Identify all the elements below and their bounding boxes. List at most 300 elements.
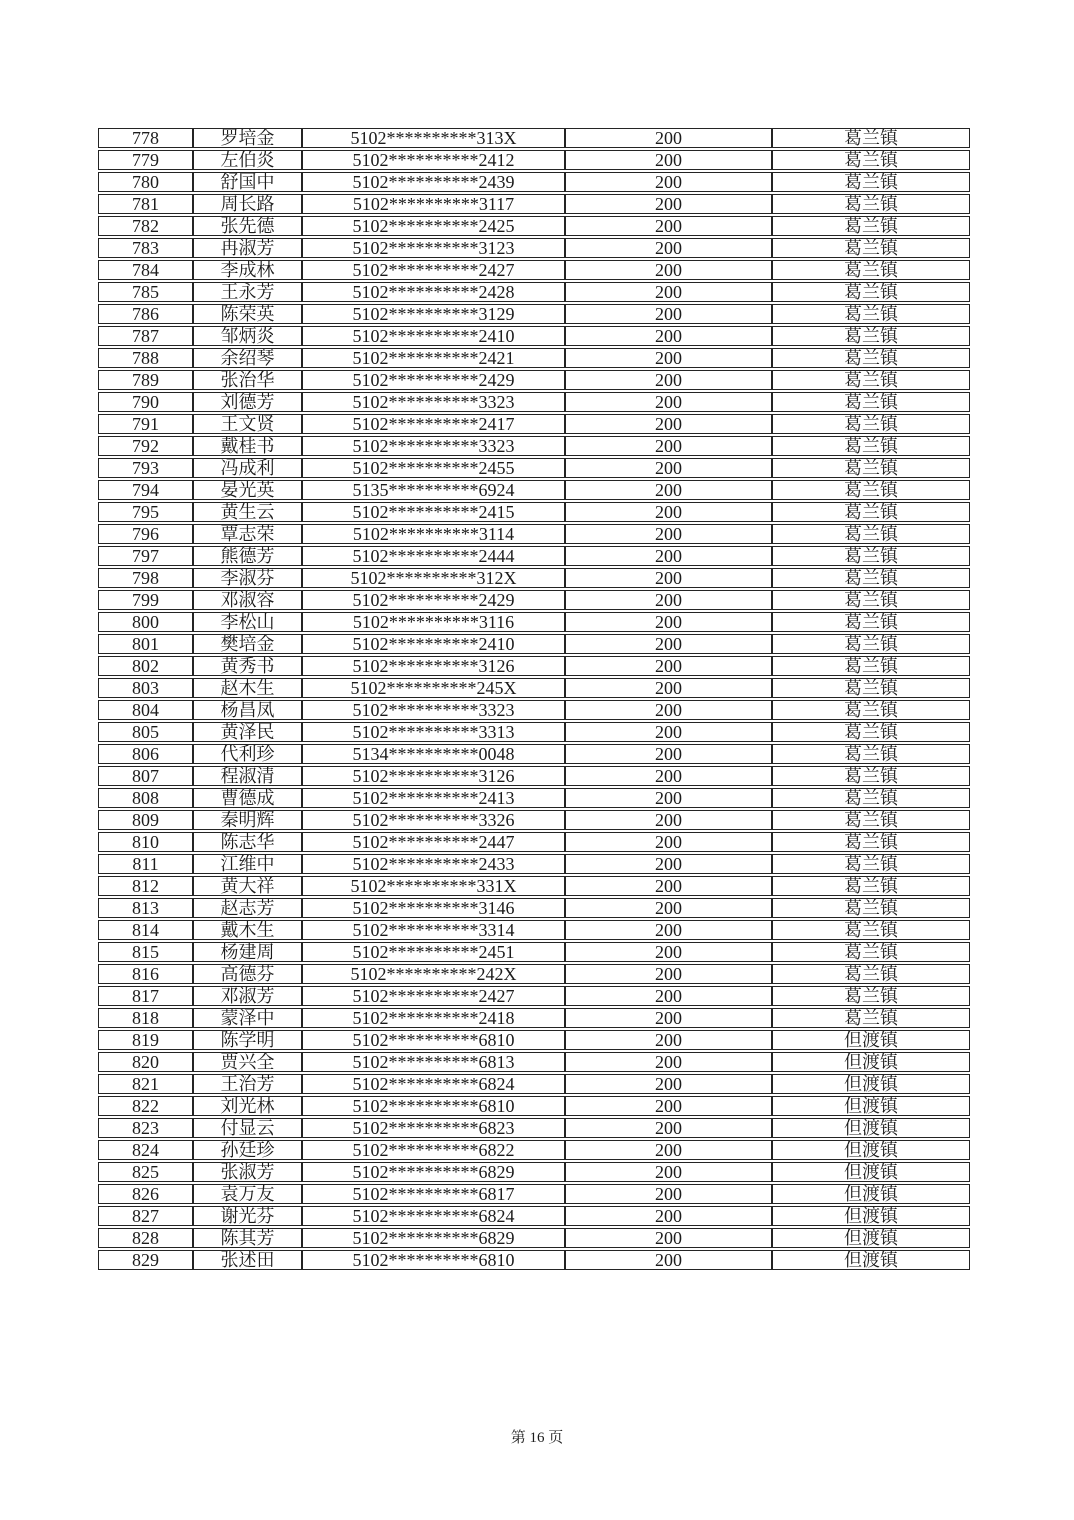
cell-name: 冉淑芳	[193, 238, 302, 258]
cell-name: 李淑芬	[193, 568, 302, 588]
table-row	[98, 832, 970, 852]
cell-index: 802	[98, 656, 193, 676]
cell-name: 邓淑芳	[193, 986, 302, 1006]
table-row	[98, 480, 970, 500]
cell-index: 800	[98, 612, 193, 632]
cell-amount: 200	[565, 150, 772, 170]
table-row	[98, 656, 970, 676]
table-row	[98, 744, 970, 764]
cell-town: 葛兰镇	[772, 700, 970, 720]
cell-id_number: 5102**********2418	[302, 1008, 565, 1028]
cell-town: 葛兰镇	[772, 964, 970, 984]
cell-amount: 200	[565, 392, 772, 412]
cell-name: 黄泽民	[193, 722, 302, 742]
cell-name: 李松山	[193, 612, 302, 632]
cell-index: 796	[98, 524, 193, 544]
cell-town: 葛兰镇	[772, 590, 970, 610]
cell-index: 815	[98, 942, 193, 962]
cell-id_number: 5102**********2421	[302, 348, 565, 368]
cell-name: 左伯炎	[193, 150, 302, 170]
cell-town: 葛兰镇	[772, 898, 970, 918]
cell-index: 789	[98, 370, 193, 390]
cell-id_number: 5102**********3116	[302, 612, 565, 632]
cell-amount: 200	[565, 876, 772, 896]
cell-id_number: 5102**********3126	[302, 766, 565, 786]
cell-town: 葛兰镇	[772, 370, 970, 390]
cell-index: 811	[98, 854, 193, 874]
cell-amount: 200	[565, 370, 772, 390]
cell-id_number: 5102**********6810	[302, 1030, 565, 1050]
cell-town: 葛兰镇	[772, 766, 970, 786]
cell-name: 谢光芬	[193, 1206, 302, 1226]
cell-town: 葛兰镇	[772, 832, 970, 852]
table-row	[98, 392, 970, 412]
cell-index: 779	[98, 150, 193, 170]
cell-town: 葛兰镇	[772, 986, 970, 1006]
cell-town: 葛兰镇	[772, 128, 970, 148]
cell-name: 余绍琴	[193, 348, 302, 368]
cell-name: 张述田	[193, 1250, 302, 1270]
cell-id_number: 5102**********2455	[302, 458, 565, 478]
cell-amount: 200	[565, 348, 772, 368]
cell-name: 戴木生	[193, 920, 302, 940]
cell-name: 黄大祥	[193, 876, 302, 896]
cell-name: 贾兴全	[193, 1052, 302, 1072]
cell-index: 807	[98, 766, 193, 786]
cell-town: 但渡镇	[772, 1228, 970, 1248]
cell-index: 829	[98, 1250, 193, 1270]
cell-town: 葛兰镇	[772, 546, 970, 566]
cell-amount: 200	[565, 1140, 772, 1160]
cell-id_number: 5102**********6829	[302, 1228, 565, 1248]
table-row	[98, 1030, 970, 1050]
cell-amount: 200	[565, 590, 772, 610]
cell-town: 葛兰镇	[772, 172, 970, 192]
cell-amount: 200	[565, 898, 772, 918]
cell-id_number: 5102**********2429	[302, 590, 565, 610]
cell-amount: 200	[565, 810, 772, 830]
table-body	[98, 128, 970, 1270]
cell-name: 樊培金	[193, 634, 302, 654]
cell-amount: 200	[565, 238, 772, 258]
cell-town: 但渡镇	[772, 1206, 970, 1226]
cell-amount: 200	[565, 722, 772, 742]
cell-town: 但渡镇	[772, 1030, 970, 1050]
cell-id_number: 5102**********3117	[302, 194, 565, 214]
cell-town: 但渡镇	[772, 1052, 970, 1072]
table-row	[98, 128, 970, 148]
cell-id_number: 5102**********331X	[302, 876, 565, 896]
cell-name: 赵木生	[193, 678, 302, 698]
cell-index: 783	[98, 238, 193, 258]
cell-id_number: 5102**********2412	[302, 150, 565, 170]
cell-index: 814	[98, 920, 193, 940]
cell-town: 葛兰镇	[772, 788, 970, 808]
cell-amount: 200	[565, 304, 772, 324]
cell-index: 806	[98, 744, 193, 764]
table-row	[98, 964, 970, 984]
cell-amount: 200	[565, 920, 772, 940]
cell-town: 葛兰镇	[772, 304, 970, 324]
table-row	[98, 1162, 970, 1182]
cell-id_number: 5102**********2417	[302, 414, 565, 434]
cell-name: 陈荣英	[193, 304, 302, 324]
table-row	[98, 326, 970, 346]
payment-roster-table	[98, 126, 970, 1272]
cell-amount: 200	[565, 524, 772, 544]
table-row	[98, 568, 970, 588]
cell-id_number: 5102**********2413	[302, 788, 565, 808]
cell-town: 葛兰镇	[772, 392, 970, 412]
cell-id_number: 5102**********2444	[302, 546, 565, 566]
table-row	[98, 1096, 970, 1116]
cell-name: 付显云	[193, 1118, 302, 1138]
cell-amount: 200	[565, 744, 772, 764]
table-row	[98, 590, 970, 610]
cell-id_number: 5102**********312X	[302, 568, 565, 588]
cell-index: 808	[98, 788, 193, 808]
roster-table-container	[98, 126, 970, 1272]
cell-index: 810	[98, 832, 193, 852]
cell-amount: 200	[565, 788, 772, 808]
cell-id_number: 5102**********6824	[302, 1074, 565, 1094]
cell-id_number: 5102**********245X	[302, 678, 565, 698]
cell-name: 陈学明	[193, 1030, 302, 1050]
cell-id_number: 5102**********3323	[302, 436, 565, 456]
table-row	[98, 502, 970, 522]
cell-index: 820	[98, 1052, 193, 1072]
cell-name: 邓淑容	[193, 590, 302, 610]
cell-id_number: 5102**********3126	[302, 656, 565, 676]
cell-amount: 200	[565, 502, 772, 522]
cell-index: 826	[98, 1184, 193, 1204]
cell-name: 杨建周	[193, 942, 302, 962]
cell-id_number: 5102**********2428	[302, 282, 565, 302]
cell-index: 804	[98, 700, 193, 720]
cell-id_number: 5102**********3314	[302, 920, 565, 940]
cell-name: 袁万友	[193, 1184, 302, 1204]
cell-id_number: 5102**********3323	[302, 392, 565, 412]
cell-amount: 200	[565, 1206, 772, 1226]
cell-amount: 200	[565, 986, 772, 1006]
cell-id_number: 5102**********6824	[302, 1206, 565, 1226]
cell-name: 冯成利	[193, 458, 302, 478]
table-row	[98, 1118, 970, 1138]
cell-amount: 200	[565, 1118, 772, 1138]
table-row	[98, 898, 970, 918]
cell-name: 黄秀书	[193, 656, 302, 676]
cell-index: 799	[98, 590, 193, 610]
cell-id_number: 5102**********6823	[302, 1118, 565, 1138]
cell-id_number: 5102**********3326	[302, 810, 565, 830]
table-row	[98, 1250, 970, 1270]
cell-index: 791	[98, 414, 193, 434]
cell-id_number: 5102**********2410	[302, 634, 565, 654]
cell-index: 819	[98, 1030, 193, 1050]
table-row	[98, 546, 970, 566]
cell-town: 葛兰镇	[772, 810, 970, 830]
cell-amount: 200	[565, 1228, 772, 1248]
table-row	[98, 436, 970, 456]
cell-id_number: 5102**********6813	[302, 1052, 565, 1072]
cell-id_number: 5102**********2451	[302, 942, 565, 962]
table-row	[98, 766, 970, 786]
cell-amount: 200	[565, 612, 772, 632]
cell-index: 827	[98, 1206, 193, 1226]
cell-amount: 200	[565, 326, 772, 346]
cell-amount: 200	[565, 1074, 772, 1094]
table-row	[98, 700, 970, 720]
cell-id_number: 5102**********3123	[302, 238, 565, 258]
cell-index: 817	[98, 986, 193, 1006]
cell-amount: 200	[565, 282, 772, 302]
cell-town: 葛兰镇	[772, 282, 970, 302]
cell-amount: 200	[565, 260, 772, 280]
cell-name: 舒国中	[193, 172, 302, 192]
cell-index: 813	[98, 898, 193, 918]
cell-town: 但渡镇	[772, 1184, 970, 1204]
cell-town: 葛兰镇	[772, 414, 970, 434]
cell-name: 王文贤	[193, 414, 302, 434]
cell-id_number: 5102**********2410	[302, 326, 565, 346]
table-row	[98, 260, 970, 280]
cell-index: 784	[98, 260, 193, 280]
table-row	[98, 612, 970, 632]
cell-id_number: 5135**********6924	[302, 480, 565, 500]
cell-index: 778	[98, 128, 193, 148]
cell-amount: 200	[565, 546, 772, 566]
cell-index: 818	[98, 1008, 193, 1028]
cell-id_number: 5102**********6829	[302, 1162, 565, 1182]
cell-amount: 200	[565, 942, 772, 962]
cell-amount: 200	[565, 1162, 772, 1182]
cell-id_number: 5102**********2427	[302, 986, 565, 1006]
cell-id_number: 5102**********3313	[302, 722, 565, 742]
cell-town: 葛兰镇	[772, 458, 970, 478]
cell-name: 熊德芳	[193, 546, 302, 566]
table-row	[98, 1052, 970, 1072]
cell-index: 795	[98, 502, 193, 522]
page-footer	[0, 1426, 1074, 1447]
cell-amount: 200	[565, 128, 772, 148]
cell-town: 葛兰镇	[772, 502, 970, 522]
table-row	[98, 238, 970, 258]
cell-index: 781	[98, 194, 193, 214]
cell-name: 高德芬	[193, 964, 302, 984]
cell-name: 孙廷珍	[193, 1140, 302, 1160]
cell-amount: 200	[565, 1250, 772, 1270]
cell-amount: 200	[565, 854, 772, 874]
cell-amount: 200	[565, 656, 772, 676]
cell-town: 葛兰镇	[772, 568, 970, 588]
cell-index: 809	[98, 810, 193, 830]
cell-amount: 200	[565, 1096, 772, 1116]
cell-town: 葛兰镇	[772, 876, 970, 896]
cell-town: 葛兰镇	[772, 1008, 970, 1028]
cell-name: 晏光英	[193, 480, 302, 500]
cell-index: 821	[98, 1074, 193, 1094]
cell-index: 785	[98, 282, 193, 302]
cell-town: 葛兰镇	[772, 216, 970, 236]
cell-amount: 200	[565, 172, 772, 192]
cell-name: 江维中	[193, 854, 302, 874]
cell-town: 但渡镇	[772, 1096, 970, 1116]
table-row	[98, 1074, 970, 1094]
cell-town: 葛兰镇	[772, 744, 970, 764]
table-row	[98, 1140, 970, 1160]
cell-amount: 200	[565, 678, 772, 698]
cell-name: 王治芳	[193, 1074, 302, 1094]
cell-name: 李成林	[193, 260, 302, 280]
table-row	[98, 1206, 970, 1226]
cell-name: 陈志华	[193, 832, 302, 852]
table-row	[98, 942, 970, 962]
cell-name: 曹德成	[193, 788, 302, 808]
cell-town: 但渡镇	[772, 1162, 970, 1182]
cell-amount: 200	[565, 766, 772, 786]
cell-id_number: 5102**********2415	[302, 502, 565, 522]
table-row	[98, 172, 970, 192]
cell-name: 秦明辉	[193, 810, 302, 830]
cell-town: 葛兰镇	[772, 260, 970, 280]
cell-index: 793	[98, 458, 193, 478]
cell-amount: 200	[565, 700, 772, 720]
cell-index: 822	[98, 1096, 193, 1116]
cell-amount: 200	[565, 1184, 772, 1204]
cell-town: 但渡镇	[772, 1118, 970, 1138]
table-row	[98, 854, 970, 874]
cell-id_number: 5102**********3129	[302, 304, 565, 324]
cell-name: 王永芳	[193, 282, 302, 302]
cell-id_number: 5102**********2439	[302, 172, 565, 192]
table-row	[98, 414, 970, 434]
cell-town: 葛兰镇	[772, 942, 970, 962]
cell-index: 816	[98, 964, 193, 984]
cell-index: 812	[98, 876, 193, 896]
cell-amount: 200	[565, 436, 772, 456]
cell-id_number: 5102**********3114	[302, 524, 565, 544]
table-row	[98, 920, 970, 940]
cell-id_number: 5102**********2429	[302, 370, 565, 390]
cell-index: 828	[98, 1228, 193, 1248]
table-row	[98, 986, 970, 1006]
cell-id_number: 5102**********6822	[302, 1140, 565, 1160]
cell-name: 刘德芳	[193, 392, 302, 412]
cell-name: 代利珍	[193, 744, 302, 764]
cell-name: 陈其芳	[193, 1228, 302, 1248]
cell-amount: 200	[565, 458, 772, 478]
cell-id_number: 5102**********2427	[302, 260, 565, 280]
cell-index: 823	[98, 1118, 193, 1138]
cell-name: 戴桂书	[193, 436, 302, 456]
table-row	[98, 876, 970, 896]
cell-index: 798	[98, 568, 193, 588]
cell-town: 葛兰镇	[772, 326, 970, 346]
cell-amount: 200	[565, 1052, 772, 1072]
cell-name: 刘光林	[193, 1096, 302, 1116]
cell-amount: 200	[565, 832, 772, 852]
cell-index: 787	[98, 326, 193, 346]
cell-amount: 200	[565, 1008, 772, 1028]
cell-index: 805	[98, 722, 193, 742]
cell-town: 但渡镇	[772, 1074, 970, 1094]
cell-town: 但渡镇	[772, 1140, 970, 1160]
cell-name: 张先德	[193, 216, 302, 236]
cell-id_number: 5102**********3146	[302, 898, 565, 918]
table-row	[98, 194, 970, 214]
cell-index: 792	[98, 436, 193, 456]
table-row	[98, 810, 970, 830]
cell-town: 葛兰镇	[772, 348, 970, 368]
cell-index: 797	[98, 546, 193, 566]
cell-name: 赵志芳	[193, 898, 302, 918]
table-row	[98, 1184, 970, 1204]
cell-town: 葛兰镇	[772, 722, 970, 742]
table-row	[98, 348, 970, 368]
cell-amount: 200	[565, 480, 772, 500]
cell-index: 786	[98, 304, 193, 324]
cell-index: 803	[98, 678, 193, 698]
cell-amount: 200	[565, 216, 772, 236]
cell-name: 张治华	[193, 370, 302, 390]
cell-id_number: 5102**********2433	[302, 854, 565, 874]
cell-name: 覃志荣	[193, 524, 302, 544]
table-row	[98, 370, 970, 390]
cell-town: 葛兰镇	[772, 920, 970, 940]
cell-name: 周长路	[193, 194, 302, 214]
cell-index: 782	[98, 216, 193, 236]
table-row	[98, 150, 970, 170]
cell-index: 790	[98, 392, 193, 412]
cell-town: 葛兰镇	[772, 480, 970, 500]
cell-amount: 200	[565, 634, 772, 654]
cell-amount: 200	[565, 964, 772, 984]
cell-name: 罗培金	[193, 128, 302, 148]
cell-id_number: 5102**********6817	[302, 1184, 565, 1204]
table-row	[98, 1228, 970, 1248]
cell-amount: 200	[565, 1030, 772, 1050]
table-row	[98, 1008, 970, 1028]
cell-name: 邹炳炎	[193, 326, 302, 346]
table-row	[98, 722, 970, 742]
cell-id_number: 5102**********313X	[302, 128, 565, 148]
cell-index: 824	[98, 1140, 193, 1160]
cell-town: 葛兰镇	[772, 854, 970, 874]
cell-id_number: 5102**********2447	[302, 832, 565, 852]
cell-town: 葛兰镇	[772, 436, 970, 456]
cell-amount: 200	[565, 568, 772, 588]
cell-index: 825	[98, 1162, 193, 1182]
cell-amount: 200	[565, 194, 772, 214]
table-row	[98, 524, 970, 544]
table-row	[98, 282, 970, 302]
cell-id_number: 5102**********2425	[302, 216, 565, 236]
cell-index: 801	[98, 634, 193, 654]
cell-id_number: 5102**********6810	[302, 1096, 565, 1116]
cell-id_number: 5102**********3323	[302, 700, 565, 720]
cell-town: 葛兰镇	[772, 238, 970, 258]
cell-town: 葛兰镇	[772, 656, 970, 676]
cell-index: 794	[98, 480, 193, 500]
table-row	[98, 458, 970, 478]
cell-id_number: 5134**********0048	[302, 744, 565, 764]
cell-name: 程淑清	[193, 766, 302, 786]
table-row	[98, 634, 970, 654]
cell-town: 但渡镇	[772, 1250, 970, 1270]
table-row	[98, 788, 970, 808]
cell-town: 葛兰镇	[772, 612, 970, 632]
table-row	[98, 216, 970, 236]
